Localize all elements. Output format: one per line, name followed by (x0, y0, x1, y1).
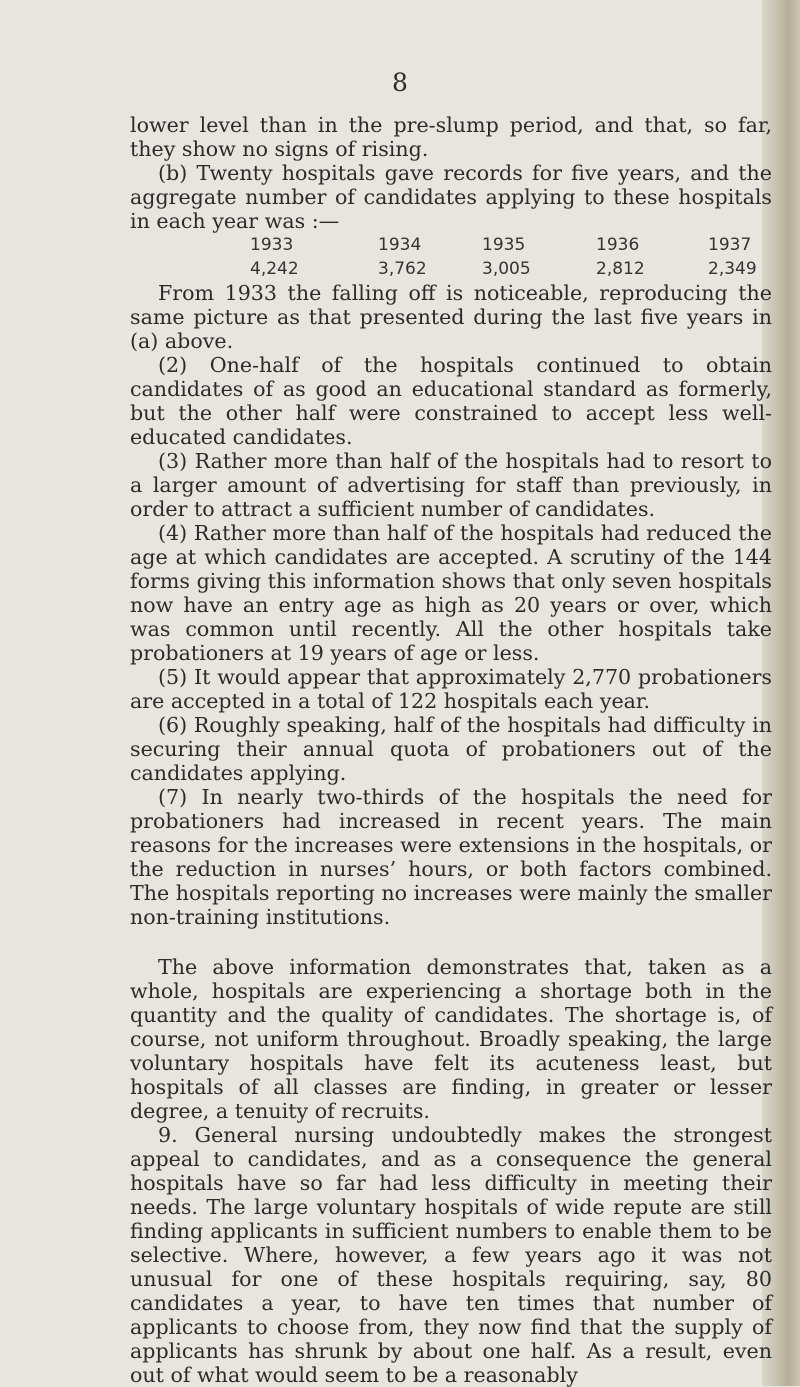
count-cell: 2,349 (708, 259, 757, 279)
paragraph-item-5: (5) It would appear that approximately 2,770 probationers are accepted in a total of 122 hospitals each year. (130, 665, 772, 713)
paragraph: From 1933 the falling off is noticeable, reproducing the same picture as that presented during the last five years in (a) above. (130, 281, 772, 353)
candidates-table (130, 233, 772, 281)
count-cell: 2,812 (596, 259, 645, 279)
year-cell: 1933 (250, 235, 294, 255)
paragraph-b: (b) Twenty hospitals gave records for five years, and the aggregate number of candidates applying to these hospitals in each year was :— (130, 161, 772, 233)
paragraph: lower level than in the pre-slump period, and that, so far, they show no signs of rising. (130, 113, 772, 161)
paragraph-item-7: (7) In nearly two-thirds of the hospitals the need for probationers had increased in recent years. The main reasons for the increases were extensions in the hospitals, or the reduction in nurses’ hours, or both factors combined. The hospitals reporting no increases were mainly the smaller non-training institutions. (130, 785, 772, 929)
count-cell: 3,005 (482, 259, 531, 279)
body-text (130, 113, 772, 1387)
year-cell: 1935 (482, 235, 526, 255)
year-cell: 1937 (708, 235, 752, 255)
page-number: 8 (392, 68, 408, 97)
count-cell: 3,762 (378, 259, 427, 279)
paragraph-summary: The above information demonstrates that, taken as a whole, hospitals are experiencing a shortage both in the quantity and the quality of candidates. The shortage is, of course, not uniform throughout. Broadly speaking, the large voluntary hospitals have felt its acuteness least, but hospitals of all classes are finding, in greater or lesser degree, a tenuity of recruits. (130, 955, 772, 1123)
year-cell: 1936 (596, 235, 640, 255)
paragraph-item-3: (3) Rather more than half of the hospitals had to resort to a larger amount of advertising for staff than previously, in order to attract a sufficient number of candidates. (130, 449, 772, 521)
paragraph-item-6: (6) Roughly speaking, half of the hospitals had difficulty in securing their annual quota of probationers out of the candidates applying. (130, 713, 772, 785)
paragraph-item-2: (2) One-half of the hospitals continued to obtain candidates of as good an educational standard as formerly, but the other half were constrained to accept less well-educated candidates. (130, 353, 772, 449)
year-cell: 1934 (378, 235, 422, 255)
count-cell: 4,242 (250, 259, 299, 279)
paragraph-item-4: (4) Rather more than half of the hospitals had reduced the age at which candidates are accepted. A scrutiny of the 144 forms giving this information shows that only seven hospitals now have an entry age as high as 20 years or over, which was common until recently. All the other hospitals take probationers at 19 years of age or less. (130, 521, 772, 665)
paragraph-section-9: 9. General nursing undoubtedly makes the strongest appeal to candidates, and as a consequence the general hospitals have so far had less difficulty in meeting their needs. The large voluntary hospitals of wide repute are still finding applicants in sufficient numbers to enable them to be selective. Where, however, a few years ago it was not unusual for one of these hospitals requiring, say, 80 candidates a year, to have ten times that number of applicants to choose from, they now find that the supply of applicants has shrunk by about one half. As a result, even out of what would seem to be a reasonably (130, 1123, 772, 1387)
